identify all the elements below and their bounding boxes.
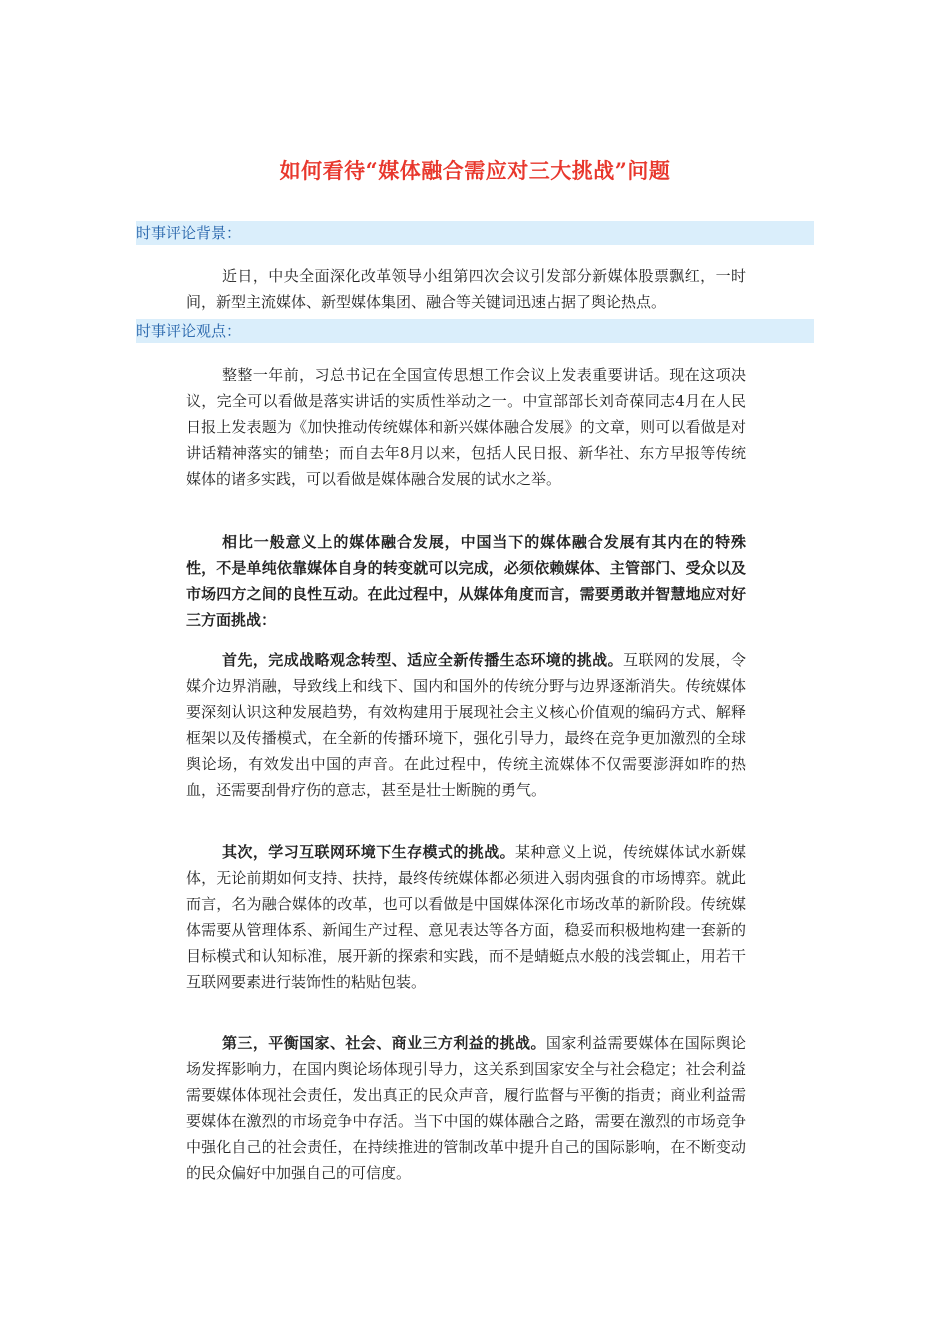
paragraph-2: 相比一般意义上的媒体融合发展，中国当下的媒体融合发展有其内在的特殊性，不是单纯依靠媒体自身的转变就可以完成，必须依赖媒体、主管部门、受众以及市场四方之间的良性互动。在此过程中，从媒体角度而言，需要勇敢并智慧地应对好三方面挑战： [186, 533, 746, 629]
section-heading-background: 时事评论背景： [136, 221, 814, 245]
document-title: 如何看待“媒体融合需应对三大挑战”问题 [279, 158, 671, 183]
paragraph-3-body: 互联网的发展，令媒介边界消融，导致线上和线下、国内和国外的传统分野与边界逐渐消失。传统媒体要深刻认识这种发展趋势，有效构建用于展现社会主义核心价值观的编码方式、解释框架以及传播模式，在全新的传播环境下，强化引导力，最终在竞争更加激烈的全球舆论场，有效发出中国的声音。在此过程中，传统主流媒体不仅需要澎湃如昨的热血，还需要刮骨疗伤的意志，甚至是壮士断腕的勇气。 [186, 651, 746, 799]
paragraph-5 [186, 1030, 746, 1186]
paragraph-4-body: 某种意义上说，传统媒体试水新媒体，无论前期如何支持、扶持，最终传统媒体都必须进入弱肉强食的市场博弈。就此而言，名为融合媒体的改革，也可以看做是中国媒体深化市场改革的新阶段。传统媒体需要从管理体系、新闻生产过程、意见表达等各方面，稳妥而积极地构建一套新的目标模式和认知标准，展开新的探索和实践，而不是蜻蜓点水般的浅尝辄止，用若干互联网要素进行装饰性的粘贴包装。 [186, 843, 746, 991]
paragraph-1: 整整一年前，习总书记在全国宣传思想工作会议上发表重要讲话。现在这项决议，完全可以看做是落实讲话的实质性举动之一。中宣部部长刘奇葆同志4月在人民日报上发表题为《加快推动传统媒体和新兴媒体融合发展》的文章，则可以看做是对讲话精神落实的铺垫；而自去年8月以来，包括人民日报、新华社、东方早报等传统媒体的诸多实践，可以看做是媒体融合发展的试水之举。 [186, 366, 746, 488]
paragraph-4-lead: 其次，学习互联网环境下生存模式的挑战。 [222, 843, 516, 861]
paragraph-5-body: 国家利益需要媒体在国际舆论场发挥影响力，在国内舆论场体现引导力，这关系到国家安全与社会稳定；社会利益需要媒体体现社会责任，发出真正的民众声音，履行监督与平衡的指责；商业利益需要媒体在激烈的市场竞争中存活。当下中国的媒体融合之路，需要在激烈的市场竞争中强化自己的社会责任，在持续推进的管制改革中提升自己的国际影响，在不断变动的民众偏好中加强自己的可信度。 [186, 1034, 746, 1182]
section-heading-opinion: 时事评论观点： [136, 319, 814, 343]
paragraph-5-lead: 第三，平衡国家、社会、商业三方利益的挑战。 [222, 1034, 546, 1052]
paragraph-3-lead: 首先，完成战略观念转型、适应全新传播生态环境的挑战。 [222, 651, 624, 669]
paragraph-4 [186, 839, 746, 995]
paragraph-3 [186, 647, 746, 803]
paragraph-background: 近日，中央全面深化改革领导小组第四次会议引发部分新媒体股票飘红，一时间，新型主流媒体、新型媒体集团、融合等关键词迅速占据了舆论热点。 [186, 267, 746, 311]
